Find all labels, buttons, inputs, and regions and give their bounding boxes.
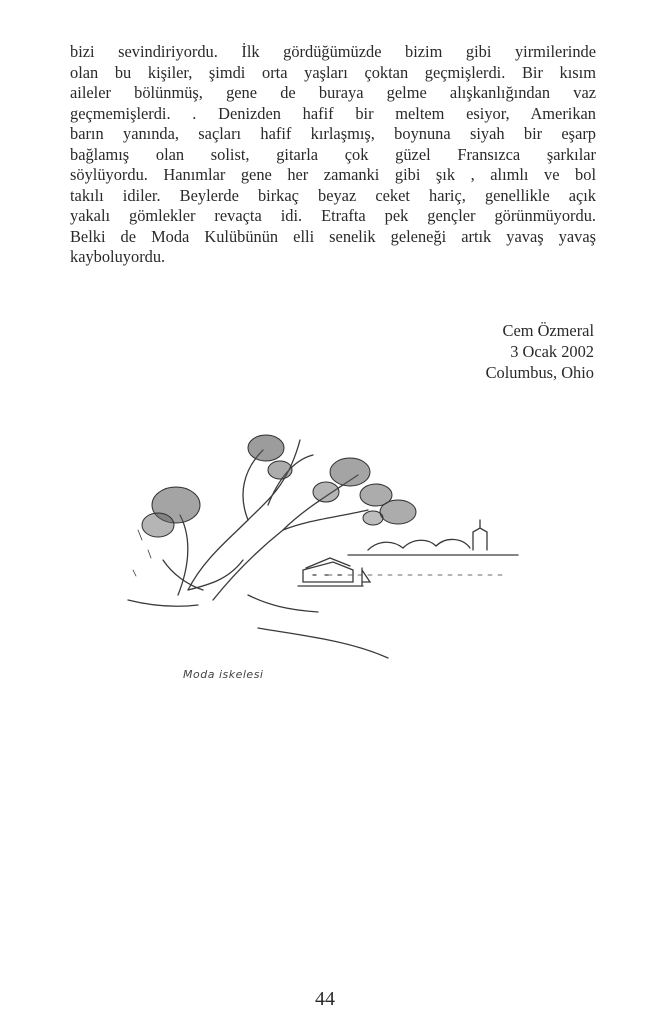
text-line: aileler bölünmüş, gene de buraya gelme alışkanlığından vaz	[70, 83, 596, 102]
text-line: takılı idiler. Beylerde birkaç beyaz ceket hariç, genellikle açık	[70, 185, 596, 205]
text-line: Belki de Moda Kulübünün elli senelik geleneği artık yavaş yavaş	[70, 226, 596, 246]
text-line: bağlamış olan solist, gitarla çok güzel Fransızca şarkılar	[70, 144, 596, 164]
signature-place: Columbus, Ohio	[485, 363, 594, 382]
text-line: yakalı gömlekler revaçta idi. Etrafta pek gençler görünmüyordu.	[70, 206, 596, 225]
author-name: Cem Özmeral	[502, 321, 594, 340]
signature-block	[486, 320, 594, 383]
tree-shore-sketch	[118, 400, 538, 700]
text-line: kayboluyordu.	[70, 247, 166, 266]
sketch-caption: Moda iskelesi	[183, 668, 264, 681]
text-line: bizi sevindiriyordu. İlk gördüğümüzde bizim gibi yirmilerinde	[70, 42, 596, 61]
text-line: geçmemişlerdi. . Denizden hafif bir meltem esiyor, Amerikan	[70, 103, 596, 123]
text-line: barın yanında, saçları hafif kırlaşmış, boynuna siyah bir eşarp	[70, 124, 596, 143]
body-paragraph	[70, 42, 596, 268]
text-line: olan bu kişiler, şimdi orta yaşları çoktan geçmişlerdi. Bir kısım	[70, 62, 596, 82]
signature-date: 3 Ocak 2002	[510, 342, 594, 361]
page-number: 44	[315, 988, 335, 1010]
text-line: söylüyordu. Hanımlar gene her zamanki gibi şık , alımlı ve bol	[70, 165, 596, 184]
